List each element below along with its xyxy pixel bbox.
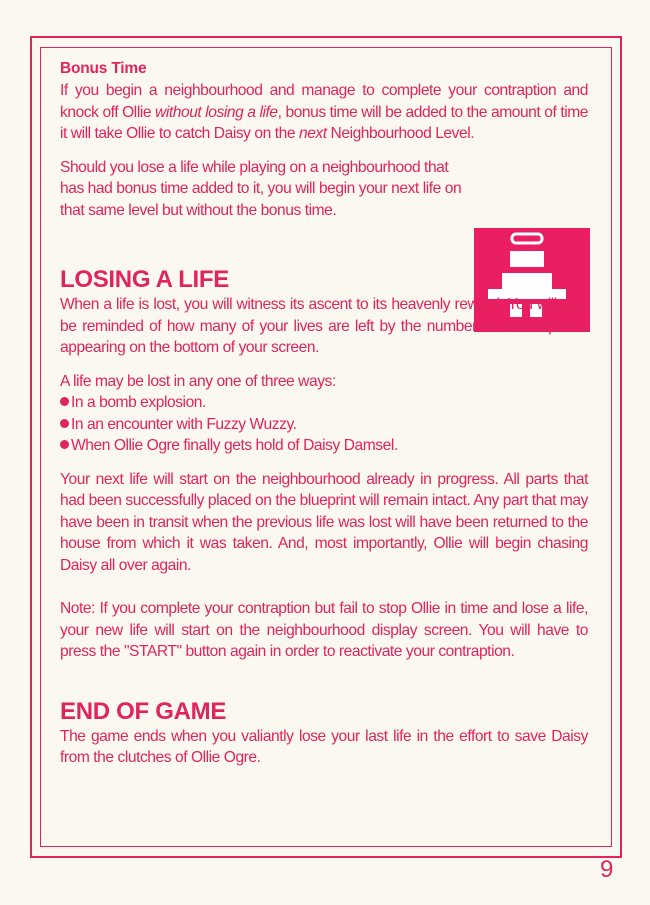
bonus-text-b: , bonus time will be added to the amount of time it will take Ollie to catch Daisy on the xyxy=(60,103,588,142)
list-item: In an encounter with Fuzzy Wuzzy. xyxy=(60,414,588,436)
bullet-icon xyxy=(60,419,69,428)
bonus-time-title: Bonus Time xyxy=(60,60,147,77)
bonus-paragraph-1 xyxy=(60,80,588,145)
page-number: 9 xyxy=(600,856,614,883)
list-item: When Ollie Ogre finally gets hold of Daisy Damsel. xyxy=(60,435,588,457)
end-paragraph: The game ends when you valiantly lose your last life in the effort to save Daisy from the clutches of Ollie Ogre. xyxy=(60,727,588,766)
bonus-emphasis-1: without losing a life xyxy=(155,103,278,121)
bonus-text-c: Neighbourhood Level. xyxy=(326,125,475,142)
note-paragraph: Note: If you complete your contraption but fail to stop Ollie in time and lose a life, your new life will start on the neighbourhood display screen. You will have to press the "START" button again in order to reactivate your contraption. xyxy=(60,600,588,660)
list-item: In a bomb explosion. xyxy=(60,392,588,414)
bonus-text-a: If you begin a neighbourhood and manage to complete your contraption and knock off Ollie xyxy=(60,82,588,121)
bonus-paragraph-2: Should you lose a life while playing on a neighbourhood that has had bonus time added to it, you will begin your next life on that same level but without the bonus time. xyxy=(60,158,462,219)
losing-intro: A life may be lost in any one of three ways: xyxy=(60,372,336,390)
end-game-heading: END OF GAME xyxy=(60,697,227,725)
losing-paragraph-1: When a life is lost, you will witness its ascent to its heavenly reward. You will also be reminded of how many of your lives are left by the number of solid squares appearing on the bottom of your screen. xyxy=(60,296,588,356)
bullet-icon xyxy=(60,397,69,406)
bonus-emphasis-2: next xyxy=(298,125,327,142)
losing-life-heading: LOSING A LIFE xyxy=(60,266,229,293)
page-content xyxy=(60,58,588,769)
bullet-icon xyxy=(60,440,69,449)
losing-paragraph-2: Your next life will start on the neighbourhood already in progress. All parts that had been successfully placed on the blueprint will remain intact. Any part that may have been in transit when the previous life was lost will have been returned to the house from which it was taken. And, most importantly, Ollie will begin chasing Daisy all over again. xyxy=(60,470,588,574)
